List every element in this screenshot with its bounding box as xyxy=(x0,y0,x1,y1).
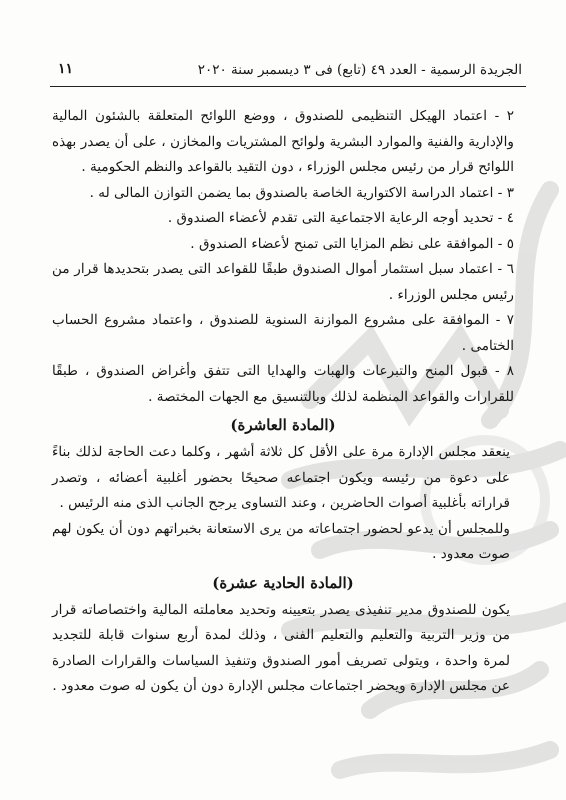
article-10-paragraph: وللمجلس أن يدعو لحضور اجتماعاته من يرى الاستعانة بخبراتهم دون أن يكون لهم صوت معدود . xyxy=(52,520,510,562)
article-11-title: (المادة الحادية عشرة) xyxy=(212,573,354,592)
list-item: ٢ - اعتماد الهيكل التنظيمى للصندوق ، ووضع اللوائح المتعلقة بالشئون المالية والإدارية والفنية والموارد البشرية ولوائح المشتريات والمخازن ، على أن يصدر بهذه اللوائح قرار من رئيس مجلس الوزراء ، دون التقيد بالقواعد والنظم الحكومية . xyxy=(52,108,514,175)
list-item: ٣ - اعتماد الدراسة الاكتوارية الخاصة بالصندوق بما يضمن التوازن المالى له . xyxy=(89,184,514,201)
article-11-paragraph: يكون للصندوق مدير تنفيذى يصدر بتعيينه وتحديد معاملته المالية واختصاصاته قرار من وزير التربية والتعليم والتعليم الفنى ، وذلك لمدة أربع سنوات قابلة للتجديد لمرة واحدة ، ويتولى تصريف أمور الصندوق وتنفيذ السياسات والقرارات الصادرة عن مجلس الإدارة ويحضر اجتماعات مجلس الإدارة دون أن يكون له صوت معدود . xyxy=(52,601,510,694)
list-item: ٥ - الموافقة على نظم المزايا التى تمنح لأعضاء الصندوق . xyxy=(190,235,514,252)
article-10-title: (المادة العاشرة) xyxy=(230,416,336,434)
list-item: ٧ - الموافقة على مشروع الموازنة السنوية للصندوق ، واعتماد مشروع الحساب الختامى . xyxy=(52,312,514,354)
gazette-title: الجريدة الرسمية - العدد ٤٩ (تابع) فى ٣ ديسمبر سنة ٢٠٢٠ xyxy=(197,62,522,78)
header-divider xyxy=(50,86,526,87)
page-number: ١١ xyxy=(58,61,74,77)
document-body xyxy=(52,104,514,700)
list-item: ٨ - قبول المنح والتبرعات والهبات والهدايا التى تتفق وأغراض الصندوق ، طبقًا للقرارات والقواعد المنظمة لذلك وبالتنسيق مع الجهات المختصة . xyxy=(52,363,514,405)
article-10-paragraph: ينعقد مجلس الإدارة مرة على الأقل كل ثلاثة أشهر ، وكلما دعت الحاجة لذلك بناءً على دعوة من رئيسه ويكون اجتماعه صحيحًا بحضور أغلبية أعضائه ، وتصدر قراراته بأغلبية أصوات الحاضرين ، وعند التساوى يرجح الجانب الذى منه الرئيس . xyxy=(52,444,510,511)
list-item: ٦ - اعتماد سبل استثمار أموال الصندوق طبقًا للقواعد التى يصدر بتحديدها قرار من رئيس مجلس الوزراء . xyxy=(52,261,514,303)
page-header xyxy=(50,60,526,86)
list-item: ٤ - تحديد أوجه الرعاية الاجتماعية التى تقدم لأعضاء الصندوق . xyxy=(167,210,514,226)
